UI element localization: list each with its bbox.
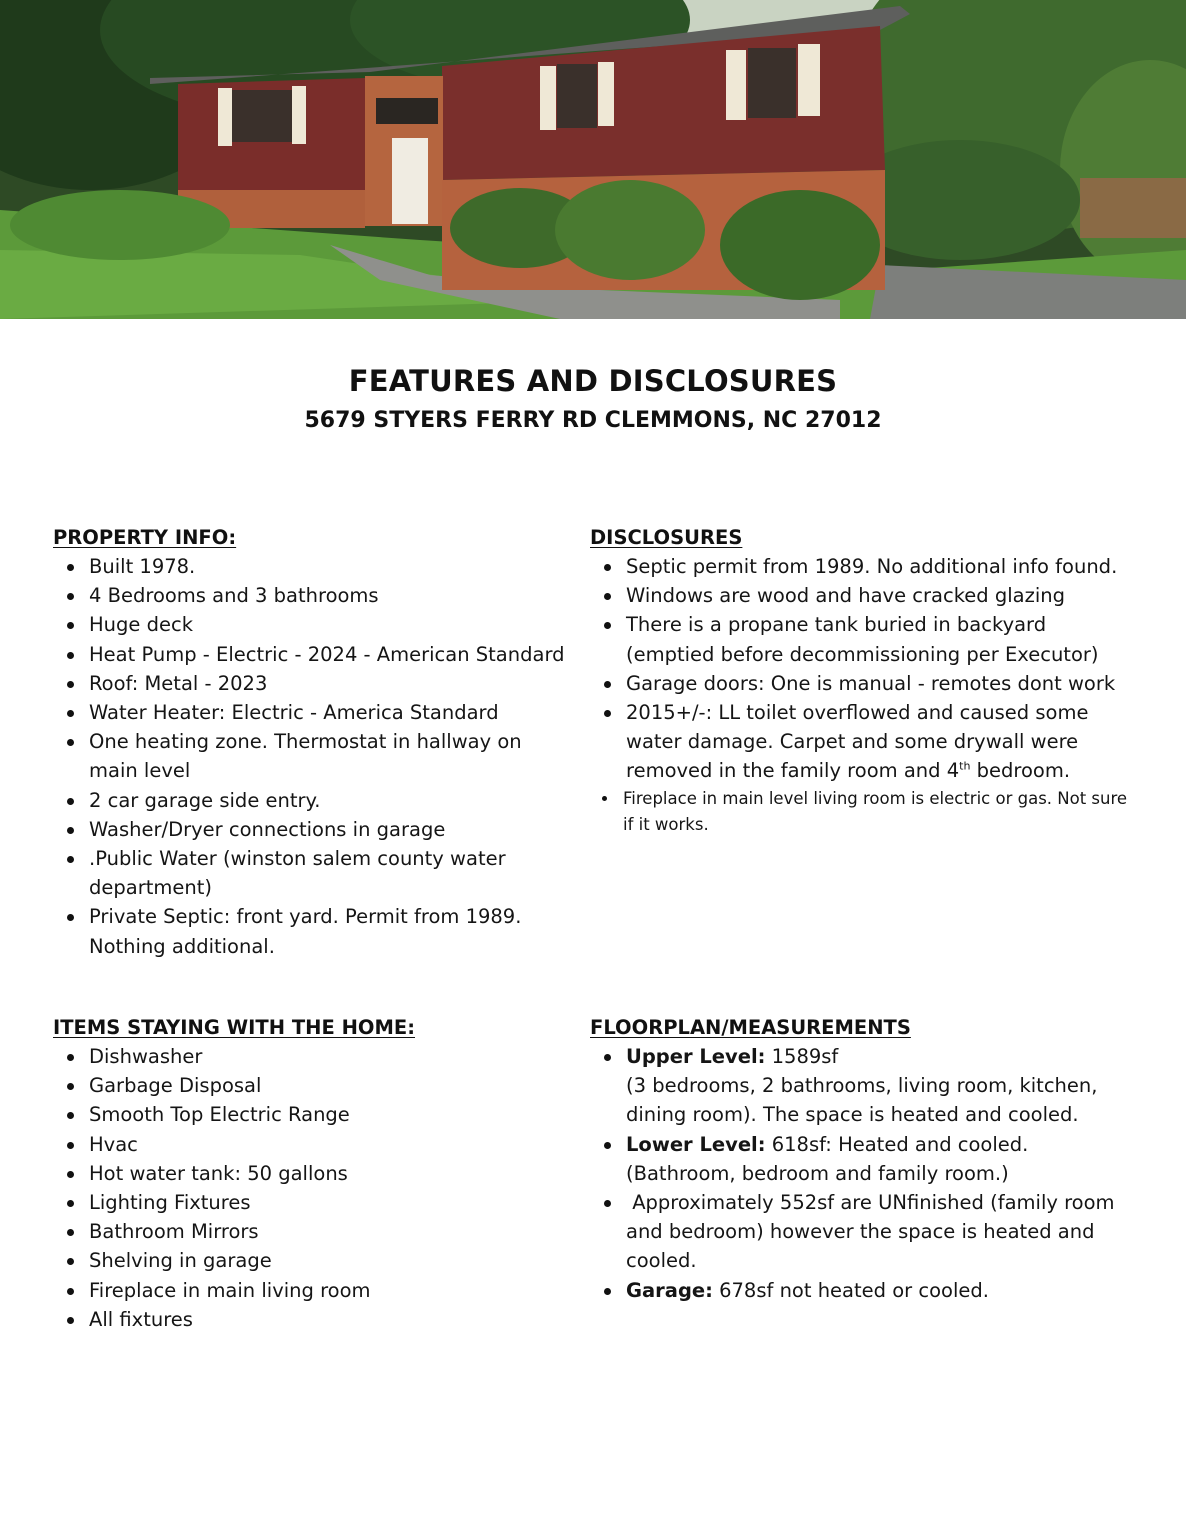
- list-item: Hvac: [53, 1130, 573, 1159]
- list-item: Washer/Dryer connections in garage: [53, 815, 573, 844]
- list-item: Septic permit from 1989. No additional info found.: [590, 552, 1140, 581]
- items-staying-list: [53, 1042, 573, 1334]
- unfinished-item: Approximately 552sf are UNfinished (family room and bedroom) however the space is heated and cooled.: [590, 1188, 1140, 1276]
- lower-level-detail: 618sf: Heated and cooled. (Bathroom, bedroom and family room.): [626, 1132, 1029, 1185]
- property-address: 5679 STYERS FERRY RD CLEMMONS, NC 27012: [304, 408, 882, 433]
- list-item: One heating zone. Thermostat in hallway on main level: [53, 727, 573, 785]
- list-item: Roof: Metal - 2023: [53, 669, 573, 698]
- disclosures-list: [590, 552, 1140, 838]
- list-item: 4 Bedrooms and 3 bathrooms: [53, 581, 573, 610]
- property-info-list: [53, 552, 573, 961]
- list-item: Hot water tank: 50 gallons: [53, 1159, 573, 1188]
- items-staying-section: [53, 1014, 573, 1334]
- upper-level-item: [590, 1042, 1140, 1130]
- list-item: Lighting Fixtures: [53, 1188, 573, 1217]
- list-item: .Public Water (winston salem county water department): [53, 844, 573, 902]
- house-photo-icon: [0, 0, 1186, 319]
- list-item: Huge deck: [53, 610, 573, 639]
- page-title: FEATURES AND DISCLOSURES: [348, 364, 838, 398]
- floorplan-section: [590, 1014, 1140, 1305]
- list-item: Windows are wood and have cracked glazing: [590, 581, 1140, 610]
- list-item: Fireplace in main living room: [53, 1276, 573, 1305]
- list-item: 2 car garage side entry.: [53, 786, 573, 815]
- upper-level-detail: (3 bedrooms, 2 bathrooms, living room, kitchen, dining room). The space is heated and cooled.: [626, 1074, 1098, 1127]
- disclosures-heading: DISCLOSURES: [590, 526, 743, 549]
- upper-level-label: Upper Level:: [626, 1045, 766, 1068]
- fireplace-note: Fireplace in main level living room is electric or gas. Not sure if it works.: [590, 786, 1140, 838]
- list-item: Garage doors: One is manual - remotes dont work: [590, 669, 1140, 698]
- lower-level-label: Lower Level:: [626, 1132, 766, 1156]
- list-item: Heat Pump - Electric - 2024 - American Standard: [53, 640, 573, 669]
- water-damage-text-end: bedroom.: [970, 759, 1071, 783]
- upper-level-size: 1589sf: [765, 1045, 839, 1068]
- list-item: All fixtures: [53, 1305, 573, 1334]
- list-item: Shelving in garage: [53, 1246, 573, 1275]
- disclosures-section: [590, 524, 1140, 838]
- property-info-section: [53, 524, 573, 961]
- list-item: There is a propane tank buried in backyard (emptied before decommissioning per Executor): [590, 610, 1140, 668]
- list-item: Water Heater: Electric - America Standard: [53, 698, 573, 727]
- house-photo: [0, 0, 1186, 319]
- property-info-heading: PROPERTY INFO:: [53, 526, 237, 549]
- list-item: Garbage Disposal: [53, 1071, 573, 1100]
- floorplan-heading: FLOORPLAN/MEASUREMENTS: [590, 1016, 911, 1039]
- lower-level-item: [590, 1130, 1140, 1188]
- items-staying-heading: ITEMS STAYING WITH THE HOME:: [53, 1016, 415, 1039]
- list-item: Private Septic: front yard. Permit from 1989. Nothing additional.: [53, 902, 573, 960]
- garage-detail: 678sf not heated or cooled.: [712, 1278, 989, 1302]
- floorplan-list: [590, 1042, 1140, 1305]
- list-item: Built 1978.: [53, 552, 573, 581]
- ordinal-suffix: th: [959, 759, 971, 773]
- water-damage-item: [590, 698, 1140, 786]
- garage-item: [590, 1276, 1140, 1305]
- list-item: Dishwasher: [53, 1042, 573, 1071]
- list-item: Smooth Top Electric Range: [53, 1100, 573, 1129]
- list-item: Bathroom Mirrors: [53, 1217, 573, 1246]
- water-damage-text: 2015+/-: LL toilet overflowed and caused some water damage. Carpet and some drywall were removed in the family room and 4: [626, 701, 1089, 783]
- garage-label: Garage:: [626, 1278, 713, 1302]
